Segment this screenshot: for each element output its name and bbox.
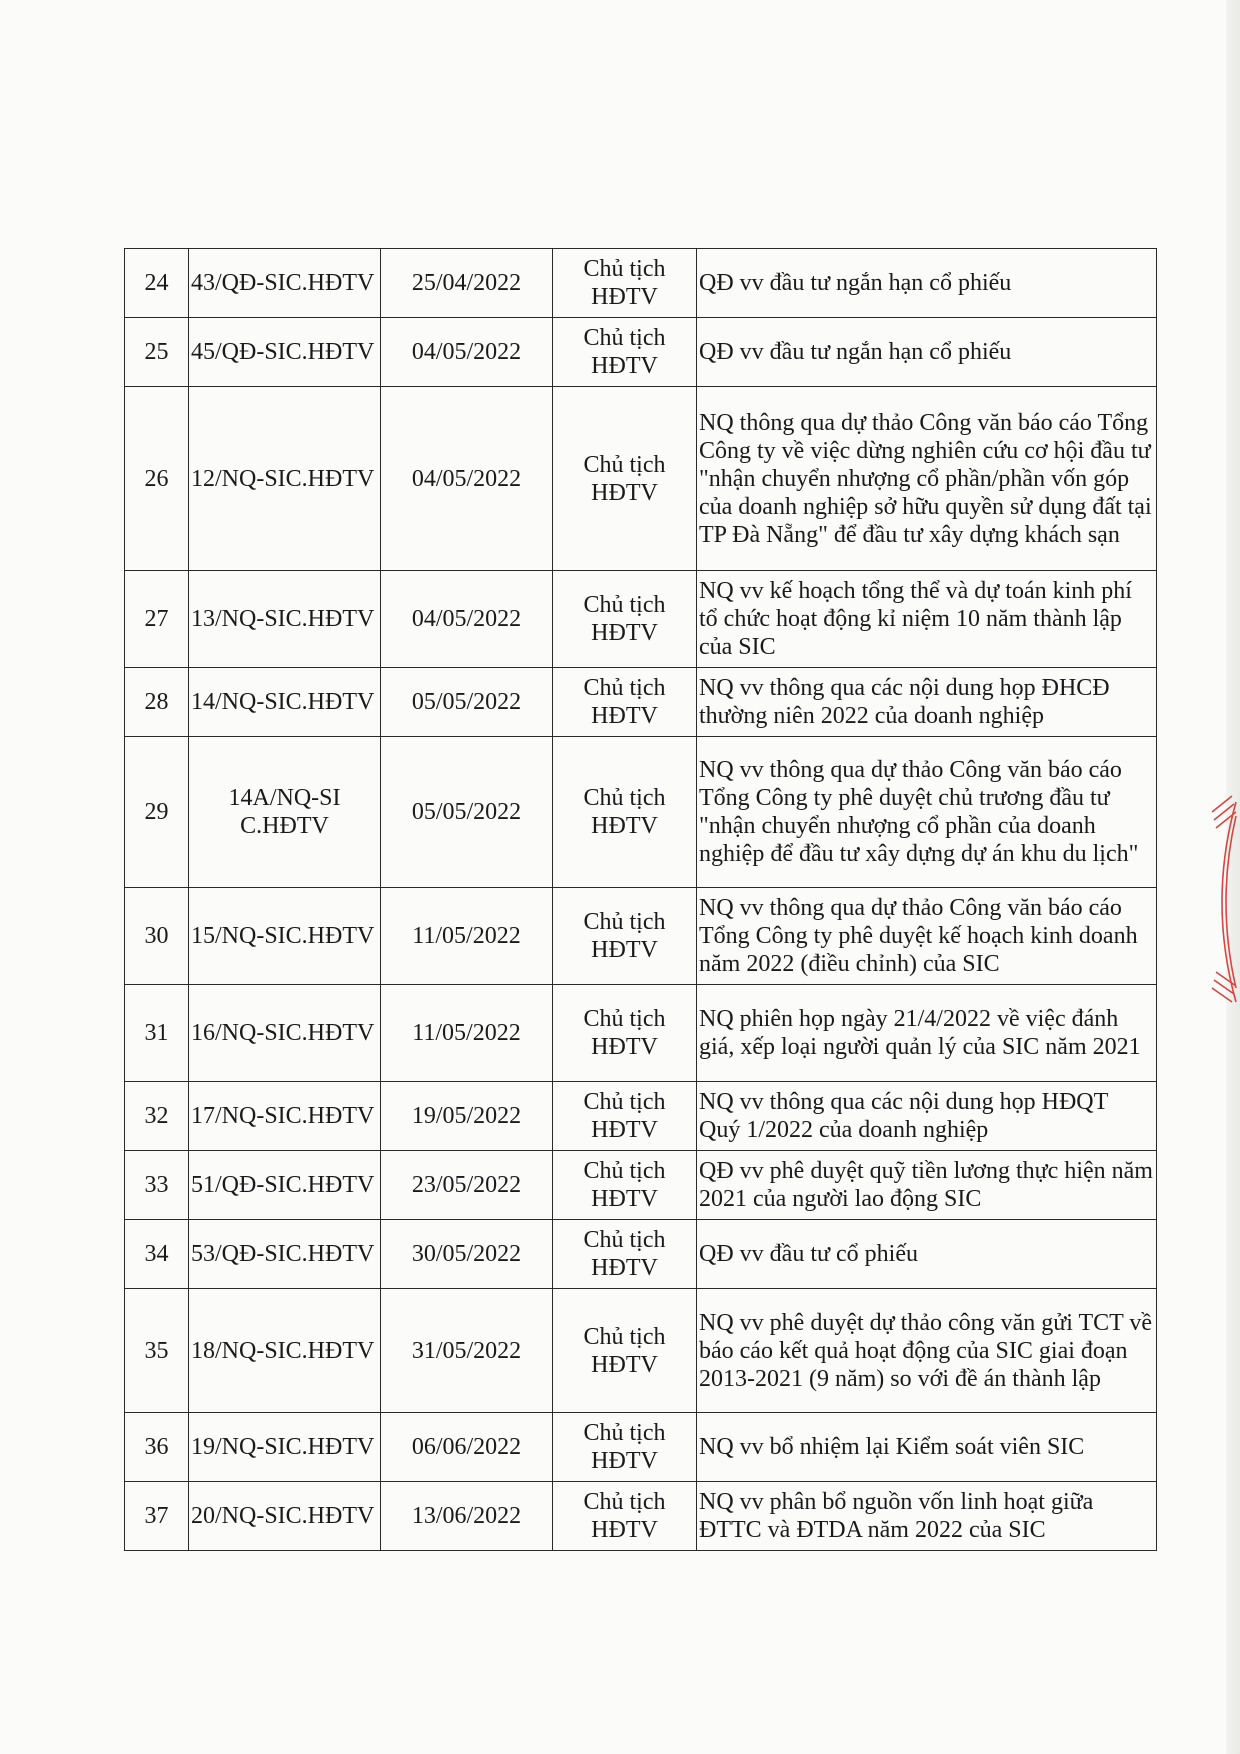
table-row	[125, 1151, 1157, 1220]
signer: Chủ tịch HĐTV	[553, 668, 697, 737]
row-number: 27	[125, 571, 189, 668]
document-number: 14/NQ-SIC.HĐTV	[189, 668, 381, 737]
document-summary: QĐ vv đầu tư ngắn hạn cổ phiếu	[697, 249, 1157, 318]
table-row	[125, 249, 1157, 318]
table-row	[125, 571, 1157, 668]
row-number: 37	[125, 1482, 189, 1551]
document-number: 19/NQ-SIC.HĐTV	[189, 1413, 381, 1482]
document-date: 11/05/2022	[381, 985, 553, 1082]
decisions-table	[124, 248, 1157, 1551]
signer: Chủ tịch HĐTV	[553, 1151, 697, 1220]
document-date: 23/05/2022	[381, 1151, 553, 1220]
row-number: 28	[125, 668, 189, 737]
signer: Chủ tịch HĐTV	[553, 737, 697, 888]
document-date: 25/04/2022	[381, 249, 553, 318]
document-summary: QĐ vv phê duyệt quỹ tiền lương thực hiện năm 2021 của người lao động SIC	[697, 1151, 1157, 1220]
document-summary: NQ vv thông qua các nội dung họp HĐQT Quý 1/2022 của doanh nghiệp	[697, 1082, 1157, 1151]
row-number: 30	[125, 888, 189, 985]
document-summary: NQ phiên họp ngày 21/4/2022 về việc đánh giá, xếp loại người quản lý của SIC năm 2021	[697, 985, 1157, 1082]
signer: Chủ tịch HĐTV	[553, 1082, 697, 1151]
table-row	[125, 318, 1157, 387]
document-number: 12/NQ-SIC.HĐTV	[189, 387, 381, 571]
table-row	[125, 1289, 1157, 1413]
document-date: 30/05/2022	[381, 1220, 553, 1289]
row-number: 29	[125, 737, 189, 888]
document-summary: NQ vv bổ nhiệm lại Kiểm soát viên SIC	[697, 1413, 1157, 1482]
signer: Chủ tịch HĐTV	[553, 1220, 697, 1289]
document-number: 45/QĐ-SIC.HĐTV	[189, 318, 381, 387]
document-date: 04/05/2022	[381, 387, 553, 571]
document-number: 51/QĐ-SIC.HĐTV	[189, 1151, 381, 1220]
document-summary: NQ vv thông qua dự thảo Công văn báo cáo Tổng Công ty phê duyệt chủ trương đầu tư "nhận chuyển nhượng cổ phần của doanh nghiệp để đầu tư xây dựng dự án khu du lịch"	[697, 737, 1157, 888]
signer: Chủ tịch HĐTV	[553, 1413, 697, 1482]
document-date: 05/05/2022	[381, 737, 553, 888]
document-date: 04/05/2022	[381, 318, 553, 387]
signer: Chủ tịch HĐTV	[553, 318, 697, 387]
document-summary: NQ vv thông qua dự thảo Công văn báo cáo Tổng Công ty phê duyệt kế hoạch kinh doanh năm 2022 (điều chỉnh) của SIC	[697, 888, 1157, 985]
table-row	[125, 888, 1157, 985]
signer: Chủ tịch HĐTV	[553, 387, 697, 571]
document-date: 31/05/2022	[381, 1289, 553, 1413]
document-summary: NQ vv thông qua các nội dung họp ĐHCĐ thường niên 2022 của doanh nghiệp	[697, 668, 1157, 737]
document-number: 16/NQ-SIC.HĐTV	[189, 985, 381, 1082]
row-number: 24	[125, 249, 189, 318]
document-number: 53/QĐ-SIC.HĐTV	[189, 1220, 381, 1289]
signer: Chủ tịch HĐTV	[553, 249, 697, 318]
document-summary: NQ vv kế hoạch tổng thể và dự toán kinh phí tổ chức hoạt động kỉ niệm 10 năm thành lập của SIC	[697, 571, 1157, 668]
document-number: 17/NQ-SIC.HĐTV	[189, 1082, 381, 1151]
row-number: 26	[125, 387, 189, 571]
signer: Chủ tịch HĐTV	[553, 1289, 697, 1413]
document-date: 05/05/2022	[381, 668, 553, 737]
document-number: 14A/NQ-SIC.HĐTV	[189, 737, 381, 888]
signer: Chủ tịch HĐTV	[553, 1482, 697, 1551]
table-row	[125, 668, 1157, 737]
document-summary: QĐ vv đầu tư ngắn hạn cổ phiếu	[697, 318, 1157, 387]
document-date: 19/05/2022	[381, 1082, 553, 1151]
row-number: 25	[125, 318, 189, 387]
document-date: 06/06/2022	[381, 1413, 553, 1482]
document-date: 11/05/2022	[381, 888, 553, 985]
signer: Chủ tịch HĐTV	[553, 571, 697, 668]
document-number: 18/NQ-SIC.HĐTV	[189, 1289, 381, 1413]
table-row	[125, 737, 1157, 888]
document-date: 13/06/2022	[381, 1482, 553, 1551]
signer: Chủ tịch HĐTV	[553, 888, 697, 985]
table-row	[125, 1082, 1157, 1151]
table-row	[125, 985, 1157, 1082]
table-row	[125, 1482, 1157, 1551]
document-summary: NQ vv phê duyệt dự thảo công văn gửi TCT về báo cáo kết quả hoạt động của SIC giai đoạn 2013-2021 (9 năm) so với đề án thành lập	[697, 1289, 1157, 1413]
seal-outer-arc	[1222, 802, 1236, 1002]
document-summary: NQ vv phân bổ nguồn vốn linh hoạt giữa ĐTTC và ĐTDA năm 2022 của SIC	[697, 1482, 1157, 1551]
row-number: 31	[125, 985, 189, 1082]
document-summary: QĐ vv đầu tư cổ phiếu	[697, 1220, 1157, 1289]
row-number: 35	[125, 1289, 189, 1413]
row-number: 36	[125, 1413, 189, 1482]
signer: Chủ tịch HĐTV	[553, 985, 697, 1082]
seal-tick-top	[1212, 796, 1236, 828]
red-seal-stamp-fragment	[1198, 792, 1238, 1012]
document-number: 15/NQ-SIC.HĐTV	[189, 888, 381, 985]
document-summary: NQ thông qua dự thảo Công văn báo cáo Tổng Công ty về việc dừng nghiên cứu cơ hội đầu tư "nhận chuyển nhượng cổ phần/phần vốn góp của doanh nghiệp sở hữu quyền sử dụng đất tại TP Đà Nẵng" để đầu tư xây dựng khách sạn	[697, 387, 1157, 571]
row-number: 32	[125, 1082, 189, 1151]
document-date: 04/05/2022	[381, 571, 553, 668]
document-number: 43/QĐ-SIC.HĐTV	[189, 249, 381, 318]
document-number: 13/NQ-SIC.HĐTV	[189, 571, 381, 668]
document-number: 20/NQ-SIC.HĐTV	[189, 1482, 381, 1551]
table-row	[125, 387, 1157, 571]
row-number: 33	[125, 1151, 189, 1220]
row-number: 34	[125, 1220, 189, 1289]
table-row	[125, 1220, 1157, 1289]
table-row	[125, 1413, 1157, 1482]
